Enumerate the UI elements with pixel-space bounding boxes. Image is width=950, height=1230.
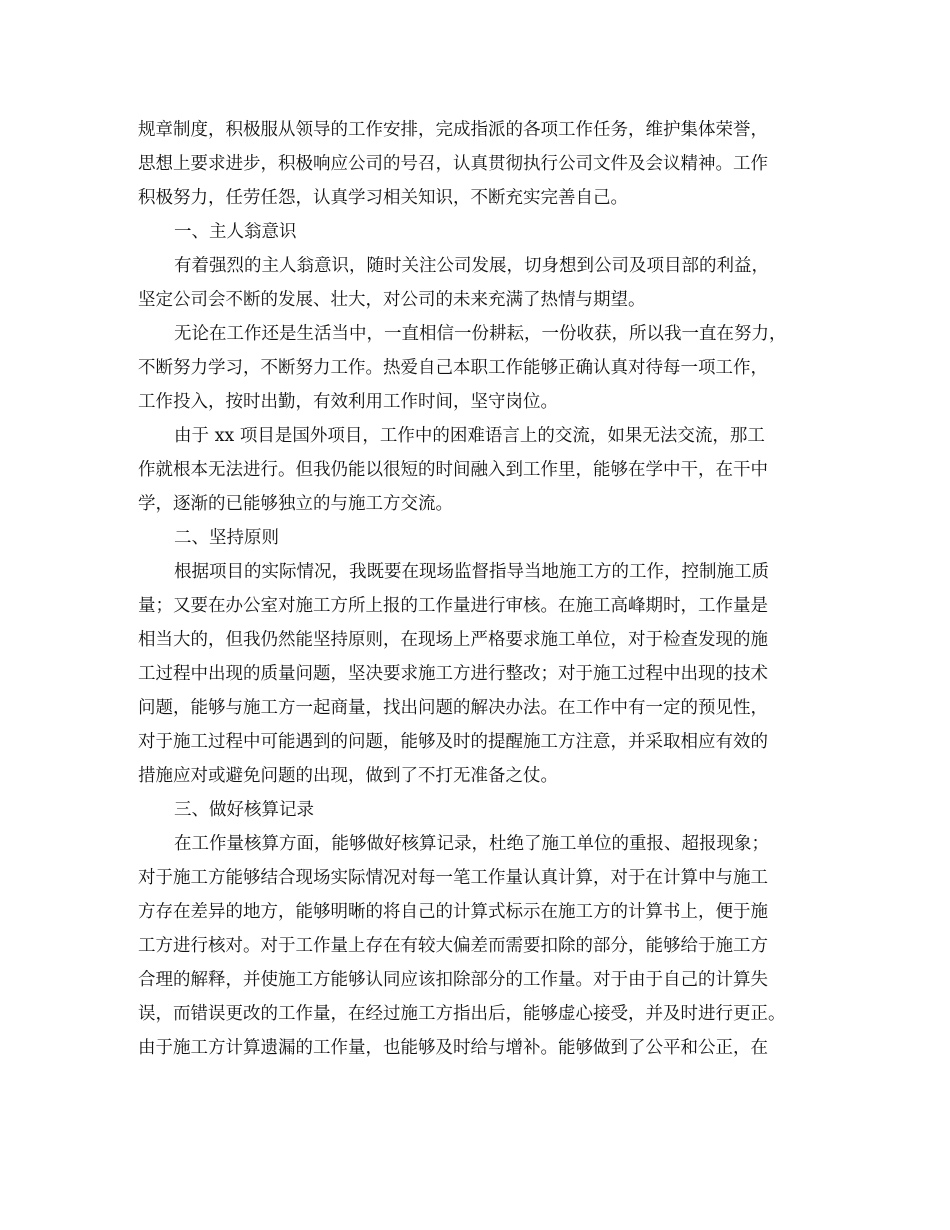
text-line: 无论在工作还是生活当中，一直相信一份耕耘，一份收获，所以我一直在努力， [174, 324, 787, 344]
text-line: 相当大的，但我仍然能坚持原则，在现场上严格要求施工单位，对于检查发现的施 [138, 630, 768, 650]
section-heading: 二、坚持原则 [174, 528, 279, 548]
text-line: 作就根本无法进行。但我仍能以很短的时间融入到工作里，能够在学中干，在干中 [138, 460, 768, 480]
text-line: 坚定公司会不断的发展、壮大，对公司的未来充满了热情与期望。 [138, 290, 646, 310]
text-line: 量；又要在办公室对施工方所上报的工作量进行审核。在施工高峰期时，工作量是 [138, 596, 768, 616]
text-line: 根据项目的实际情况，我既要在现场监督指导当地施工方的工作，控制施工质 [174, 562, 769, 582]
text-line: 不断努力学习，不断努力工作。热爱自己本职工作能够正确认真对待每一项工作， [138, 358, 768, 378]
text-line: 工方进行核对。对于工作量上存在有较大偏差而需要扣除的部分，能够给于施工方 [138, 936, 768, 956]
text-line: 有着强烈的主人翁意识，随时关注公司发展，切身想到公司及项目部的利益， [174, 256, 769, 276]
text-line: 对于施工方能够结合现场实际情况对每一笔工作量认真计算，对于在计算中与施工 [138, 868, 768, 888]
text-line: 规章制度，积极服从领导的工作安排，完成指派的各项工作任务，维护集体荣誉， [138, 120, 768, 140]
text-line: 思想上要求进步，积极响应公司的号召，认真贯彻执行公司文件及会议精神。工作 [138, 154, 768, 174]
text-line: 方存在差异的地方，能够明晰的将自己的计算式标示在施工方的计算书上，便于施 [138, 902, 768, 922]
text-line: 问题，能够与施工方一起商量，找出问题的解决办法。在工作中有一定的预见性， [138, 698, 768, 718]
text-line: 学，逐渐的已能够独立的与施工方交流。 [138, 494, 453, 514]
text-line: 由于 xx 项目是国外项目，工作中的困难语言上的交流，如果无法交流，那工 [174, 426, 765, 446]
section-heading: 三、做好核算记录 [174, 800, 314, 820]
text-line: 误，而错误更改的工作量，在经过施工方指出后，能够虚心接受，并及时进行更正。 [138, 1004, 786, 1024]
section-heading: 一、主人翁意识 [174, 222, 297, 242]
text-line: 在工作量核算方面，能够做好核算记录，杜绝了施工单位的重报、超报现象； [174, 834, 769, 854]
text-line: 由于施工方计算遗漏的工作量，也能够及时给与增补。能够做到了公平和公正，在 [138, 1038, 768, 1058]
text-line: 工过程中出现的质量问题，坚决要求施工方进行整改；对于施工过程中出现的技术 [138, 664, 768, 684]
text-line: 措施应对或避免问题的出现，做到了不打无准备之仗。 [138, 766, 558, 786]
text-line: 对于施工过程中可能遇到的问题，能够及时的提醒施工方注意，并采取相应有效的 [138, 732, 768, 752]
text-line: 积极努力，任劳任怨，认真学习相关知识，不断充实完善自己。 [138, 188, 628, 208]
text-line: 工作投入，按时出勤，有效利用工作时间，坚守岗位。 [138, 392, 558, 412]
text-line: 合理的解释，并使施工方能够认同应该扣除部分的工作量。对于由于自己的计算失 [138, 970, 768, 990]
